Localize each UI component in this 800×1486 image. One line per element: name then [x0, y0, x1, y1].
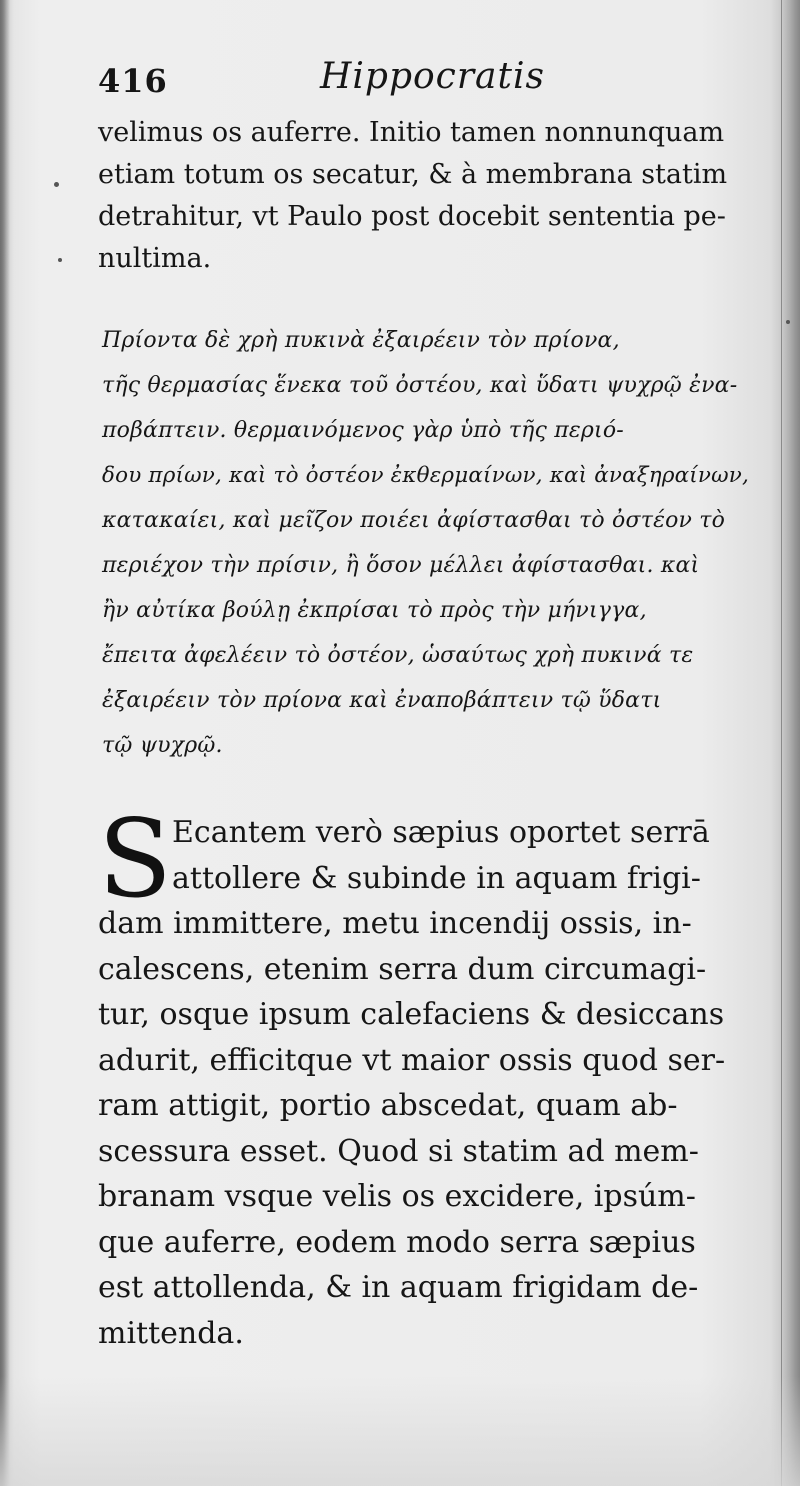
page-bottom-shading: [0, 1376, 800, 1486]
text-line: adurit, efficitque vt maior ossis quod ser-: [98, 1042, 726, 1078]
paper-speck: [786, 320, 790, 324]
text-line: περιέχον τὴν πρίσιν, ἢ ὅσον μέλλει ἀφίστασθαι. καὶ: [102, 553, 700, 578]
page-edge-shadow: [781, 0, 800, 1486]
text-line: branam vsque velis os excidere, ipsúm-: [98, 1179, 696, 1214]
text-line: τῆς θερμασίας ἕνεκα τοῦ ὀστέου, καὶ ὕδατι ψυχρῷ ἐνα-: [102, 373, 738, 398]
text-line: κατακαίει, καὶ μεῖζον ποιέει ἀφίστασθαι τὸ ὀστέον τὸ: [102, 508, 726, 533]
text-line: etiam totum os secatur, & à membrana statim: [98, 159, 728, 190]
text-line: ἐξαιρέειν τὸν πρίονα καὶ ἐναποβάπτειν τῷ ὕδατι: [102, 688, 662, 713]
text-line: nultima.: [98, 243, 212, 274]
text-line: scessura esset. Quod si statim ad mem-: [98, 1133, 699, 1169]
paper-speck: [58, 258, 62, 262]
page-gutter-shadow: [0, 0, 10, 1486]
text-line: detrahitur, vt Paulo post docebit sententia pe-: [98, 201, 726, 232]
text-line: ποβάπτειν. θερμαινόμενος γὰρ ὑπὸ τῆς περιό-: [102, 418, 624, 443]
text-line: Πρίοντα δὲ χρὴ πυκινὰ ἐξαιρέειν τὸν πρίονα,: [102, 328, 620, 353]
text-line: δου πρίων, καὶ τὸ ὀστέον ἐκθερμαίνων, καὶ ἀναξηραίνων,: [102, 463, 750, 488]
text-line: τῷ ψυχρῷ.: [102, 733, 223, 758]
page-number: 416: [98, 62, 168, 100]
latin-paragraph-bottom: [98, 797, 768, 1356]
text-line: calescens, etenim serra dum circumagi-: [98, 951, 707, 987]
text-line: ram attigit, portio abscedat, quam ab-: [98, 1088, 678, 1123]
text-line: dam immittere, metu incendij ossis, in-: [98, 906, 692, 941]
text-line: ἔπειτα ἀφελέειν τὸ ὀστέον, ὡσαύτως χρὴ πυκινά τε: [102, 643, 694, 668]
text-line: attollere & subinde in aquam frigi-: [172, 860, 701, 896]
running-header: [98, 56, 618, 108]
running-title: Hippocratis: [320, 56, 545, 97]
text-line: est attollenda, & in aquam frigidam de-: [98, 1270, 699, 1305]
text-line: Ecantem verò sæpius oportet serrā: [172, 815, 710, 850]
text-line: tur, osque ipsum calefaciens & desiccans: [98, 997, 725, 1032]
text-line: mittenda.: [98, 1315, 244, 1351]
drop-cap: S: [98, 797, 172, 922]
text-line: que auferre, eodem modo serra sæpius: [98, 1224, 696, 1260]
text-line: ἢν αὐτίκα βούλῃ ἐκπρίσαι τὸ πρὸς τὴν μήνιγγα,: [102, 598, 647, 623]
text-line: velimus os auferre. Initio tamen nonnunquam: [98, 117, 725, 148]
greek-paragraph: [102, 318, 762, 768]
paper-speck: [54, 182, 59, 187]
latin-paragraph-top: [98, 112, 758, 280]
